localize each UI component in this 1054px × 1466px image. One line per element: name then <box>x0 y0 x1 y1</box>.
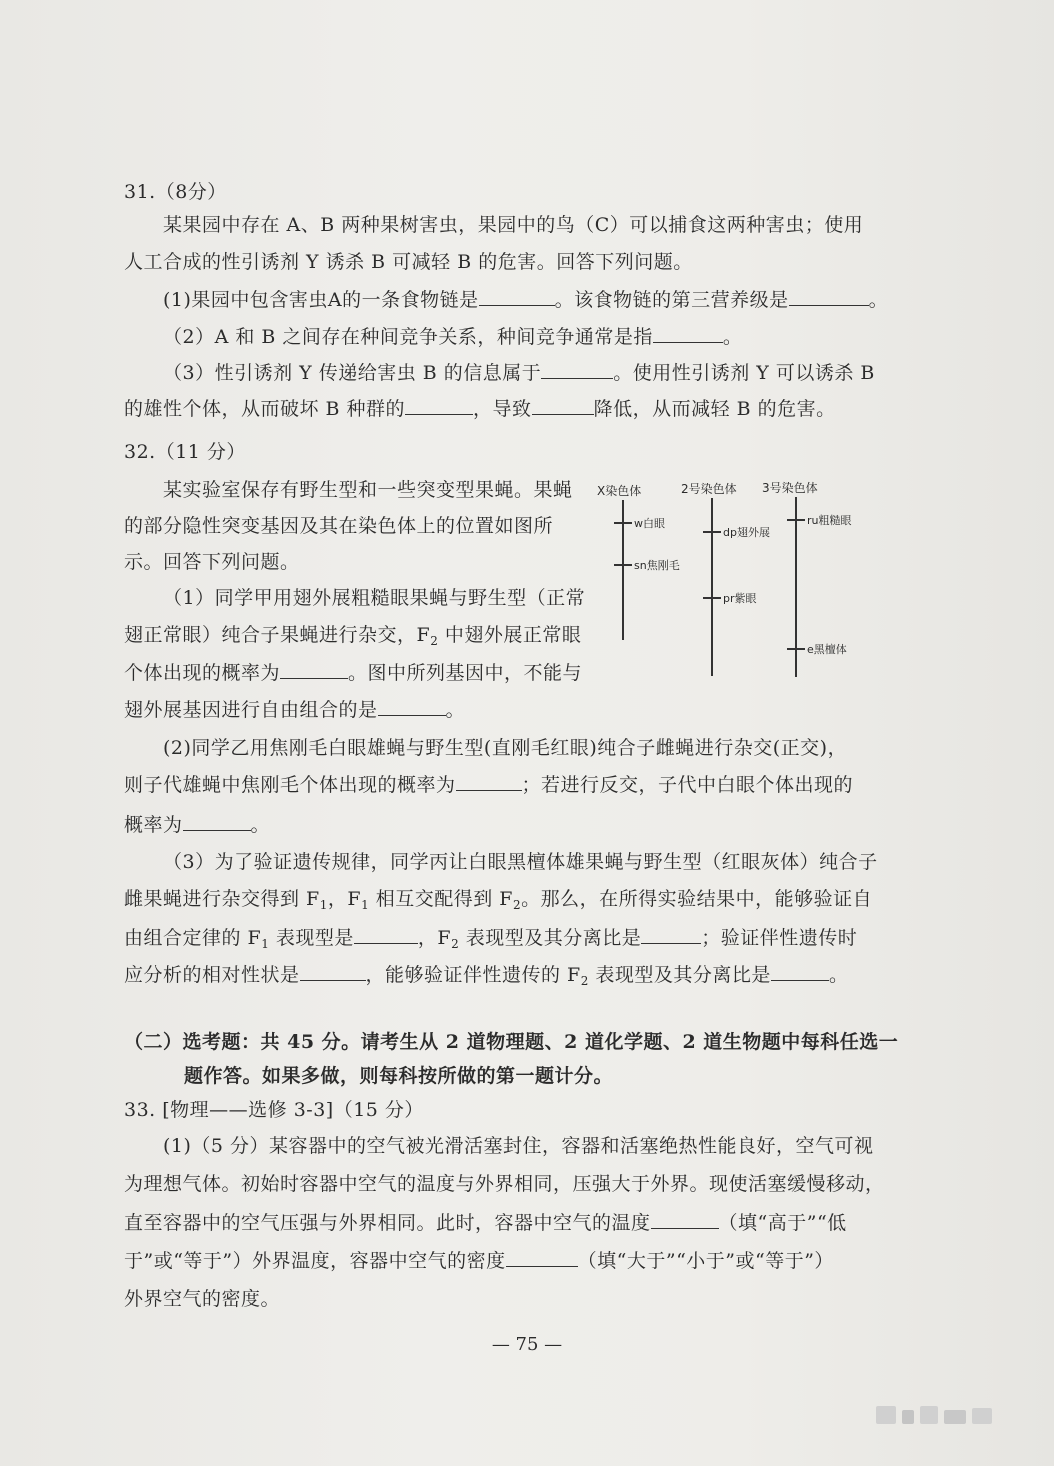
q33-text-4b: （填“大于”“小于”或“等于”） <box>577 1250 834 1272</box>
q32-part2-line1: (2)同学乙用焦刚毛白眼雄蝇与野生型(直刚毛红眼)纯合子雌蝇进行杂交(正交)， <box>163 737 848 759</box>
q33-text-3a: 直至容器中的空气压强与外界相同。此时，容器中空气的温度 <box>124 1212 651 1234</box>
subscript: 1 <box>261 937 270 951</box>
q33-line2: 为理想气体。初始时容器中空气的温度与外界相同，压强大于外界。现使活塞缓慢移动， <box>124 1173 885 1195</box>
q32-part2-text-e: 。 <box>250 814 271 836</box>
gene-tick <box>614 564 632 566</box>
q31-part3-text-b: 。使用性引诱剂 Y 可以诱杀 B <box>613 362 875 384</box>
q31-part1-text-c: 。 <box>868 289 889 311</box>
q31-part1-text-a: (1)果园中包含害虫A的一条食物链是 <box>163 289 479 311</box>
q32-part1-line4 <box>124 697 465 722</box>
q32-part2-text-b: 则子代雄蝇中焦刚毛个体出现的概率为 <box>124 774 456 796</box>
q32-part2-line3 <box>124 812 270 837</box>
answer-blank[interactable] <box>771 962 829 981</box>
answer-blank[interactable] <box>183 812 251 831</box>
gene-label-dp: dp翅外展 <box>723 526 770 539</box>
q32-part3-text-f: 由组合定律的 F <box>124 927 262 949</box>
q32-stem-line3: 示。回答下列问题。 <box>124 551 300 573</box>
gene-tick <box>614 522 632 524</box>
answer-blank[interactable] <box>532 396 594 415</box>
q31-part3-text-d: ，导致 <box>473 398 532 420</box>
chromosome3-title: 3号染色体 <box>762 481 818 495</box>
watermark-block <box>972 1408 992 1424</box>
q31-part2 <box>163 324 742 349</box>
answer-blank[interactable] <box>456 772 522 791</box>
q32-part1-text-b: 翅正常眼）纯合子果蝇进行杂交，F <box>124 624 431 646</box>
q32-part3-line4 <box>124 962 848 993</box>
q31-part2-text-b: 。 <box>722 326 743 348</box>
subscript: 1 <box>319 898 328 912</box>
q32-stem-line2: 的部分隐性突变基因及其在染色体上的位置如图所 <box>124 515 554 537</box>
q33-text-3b: （填“高于”“低 <box>718 1212 847 1234</box>
q31-part3 <box>163 360 875 385</box>
q32-part1-text-c: 中翅外展正常眼 <box>438 624 582 646</box>
subscript: 2 <box>451 937 460 951</box>
q32-part1-line3 <box>124 660 582 685</box>
blurred-watermark <box>876 1402 996 1428</box>
answer-blank[interactable] <box>405 396 473 415</box>
chromosome-2 <box>711 498 713 676</box>
q32-part1-line1: （1）同学甲用翅外展粗糙眼果蝇与野生型（正常 <box>163 587 586 609</box>
gene-tick <box>703 597 721 599</box>
answer-blank[interactable] <box>641 925 701 944</box>
answer-blank[interactable] <box>789 287 869 306</box>
q32-part3-text-m: 表现型及其分离比是 <box>588 964 771 986</box>
q32-part3-line3 <box>124 925 857 956</box>
q32-part3-text-d: 相互交配得到 F <box>369 888 513 910</box>
answer-blank[interactable] <box>541 360 613 379</box>
q32-part3-text-g: 表现型是 <box>269 927 354 949</box>
gene-tick <box>787 519 805 521</box>
gene-label-ru: ru粗糙眼 <box>807 514 852 527</box>
answer-blank[interactable] <box>280 660 348 679</box>
q32-part3-text-c: ，F <box>327 888 362 910</box>
q32-part3-text-k: 应分析的相对性状是 <box>124 964 300 986</box>
subscript: 1 <box>361 898 370 912</box>
q32-part1-text-f: 翅外展基因进行自由组合的是 <box>124 699 378 721</box>
q31-stem-line2: 人工合成的性引诱剂 Y 诱杀 B 可减轻 B 的危害。回答下列问题。 <box>124 251 693 273</box>
answer-blank[interactable] <box>354 925 418 944</box>
q31-part1-text-b: 。该食物链的第三营养级是 <box>554 289 789 311</box>
q32-part3-text-h: ，F <box>417 927 452 949</box>
watermark-block <box>876 1406 896 1424</box>
x-chromosome-title: X染色体 <box>597 484 642 498</box>
gene-label-w: w白眼 <box>634 517 665 530</box>
q32-header: 32.（11 分） <box>124 441 246 463</box>
watermark-block <box>920 1406 938 1424</box>
gene-label-sn: sn焦刚毛 <box>634 559 680 572</box>
q31-part3-text-a: （3）性引诱剂 Y 传递给害虫 B 的信息属于 <box>163 362 542 384</box>
answer-blank[interactable] <box>479 287 555 306</box>
q32-part3-line2 <box>124 887 872 917</box>
section2-line1: （二）选考题：共 45 分。请考生从 2 道物理题、2 道化学题、2 道生物题中每科任选一 <box>124 1031 899 1053</box>
q33-line5: 外界空气的密度。 <box>124 1288 281 1310</box>
q31-stem-line1: 某果园中存在 A、B 两种果树害虫，果园中的鸟（C）可以捕食这两种害虫；使用 <box>163 214 864 236</box>
answer-blank[interactable] <box>651 1210 719 1229</box>
watermark-block <box>944 1410 966 1424</box>
q32-part3-line1: （3）为了验证遗传规律，同学丙让白眼黑檀体雄果蝇与野生型（红眼灰体）纯合子 <box>163 851 878 873</box>
q31-part3-text-e: 降低，从而减轻 B 的危害。 <box>593 398 836 420</box>
q32-part1-text-e: 。图中所列基因中，不能与 <box>348 662 583 684</box>
answer-blank[interactable] <box>506 1248 578 1267</box>
section2-line2: 题作答。如果多做，则每科按所做的第一题计分。 <box>184 1065 614 1087</box>
q31-header: 31.（8分） <box>124 181 227 203</box>
gene-tick <box>703 531 721 533</box>
answer-blank[interactable] <box>300 962 366 981</box>
chromosome-3 <box>795 497 797 677</box>
subscript: 2 <box>512 898 522 912</box>
q32-stem-line1: 某实验室保存有野生型和一些突变型果蝇。果蝇 <box>163 479 573 501</box>
q32-part1-text-g: 。 <box>445 699 466 721</box>
q33-line3 <box>124 1210 847 1235</box>
q32-part3-text-b: 雌果蝇进行杂交得到 F <box>124 888 320 910</box>
q33-header: 33. [物理——选修 3-3]（15 分） <box>124 1099 424 1121</box>
x-chromosome <box>622 500 624 640</box>
q32-part3-text-i: 表现型及其分离比是 <box>459 927 642 949</box>
q31-part2-text-a: （2）A 和 B 之间存在种间竞争关系，种间竞争通常是指 <box>163 326 653 348</box>
q32-part1-text-d: 个体出现的概率为 <box>124 662 281 684</box>
q32-part3-text-n: 。 <box>828 964 849 986</box>
q32-part2-text-d: 概率为 <box>124 814 183 836</box>
q31-part3-text-c: 的雄性个体，从而破坏 B 种群的 <box>124 398 406 420</box>
q33-line1: (1)（5 分）某容器中的空气被光滑活塞封住，容器和活塞绝热性能良好，空气可视 <box>163 1135 874 1157</box>
q32-part2-text-c: ；若进行反交，子代中白眼个体出现的 <box>521 774 854 796</box>
page-number: — 75 — <box>491 1334 563 1355</box>
watermark-block <box>902 1410 914 1424</box>
q32-part3-text-e: 。那么，在所得实验结果中，能够验证自 <box>521 888 873 910</box>
answer-blank[interactable] <box>378 697 446 716</box>
q31-part3-cont <box>124 396 836 421</box>
gene-tick <box>787 648 805 650</box>
gene-label-pr: pr紫眼 <box>723 592 757 605</box>
q31-part1 <box>163 287 888 312</box>
q32-part3-text-l: ，能够验证伴性遗传的 F <box>365 964 581 986</box>
gene-label-e: e黑檀体 <box>807 643 847 656</box>
answer-blank[interactable] <box>653 324 723 343</box>
chromosome2-title: 2号染色体 <box>681 482 737 496</box>
q33-text-4a: 于”或“等于”）外界温度，容器中空气的密度 <box>124 1250 506 1272</box>
subscript: 2 <box>580 974 589 988</box>
q32-part3-text-j: ；验证伴性遗传时 <box>701 927 858 949</box>
q32-part2-line2 <box>124 772 853 797</box>
subscript: 2 <box>430 634 439 648</box>
q33-line4 <box>124 1248 834 1273</box>
q32-part1-line2 <box>124 623 581 653</box>
